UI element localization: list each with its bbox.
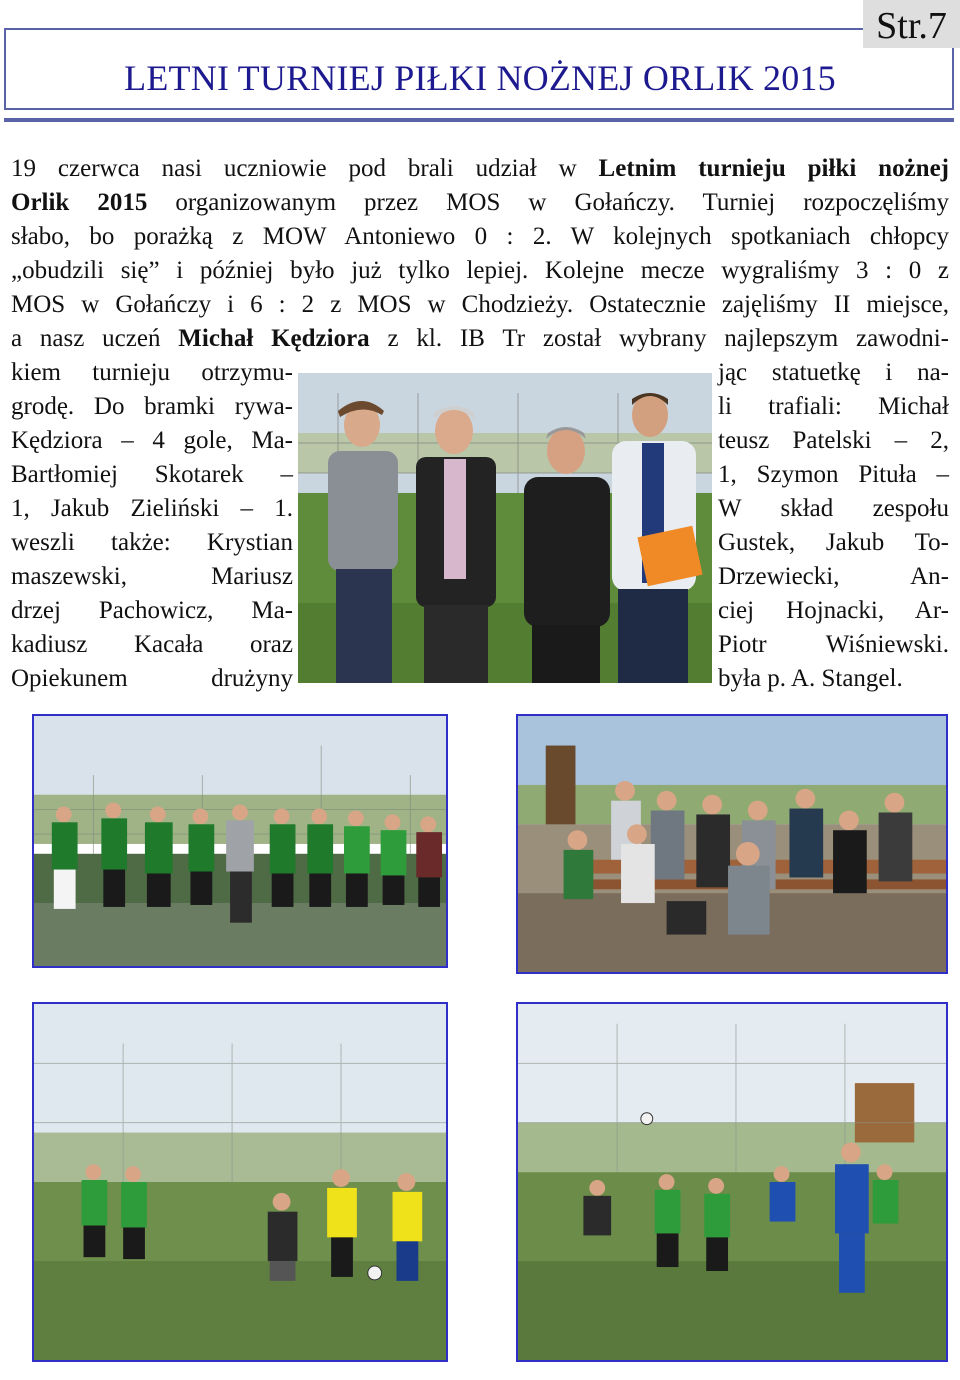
left-col-line: kadiusz Kacała oraz <box>11 631 293 658</box>
left-col-line: kiem turnieju otrzymu- <box>11 359 293 386</box>
title-rule <box>4 118 954 122</box>
page-number: Str.7 <box>863 0 960 48</box>
article-line-2: Orlik 2015 organizowanym przez MOS w Gołańczy. Turniej rozpoczęliśmy <box>11 189 949 216</box>
photo-award-ceremony <box>298 373 712 683</box>
right-col-line: Piotr Wiśniewski. <box>718 631 949 658</box>
right-col-line: Drzewiecki, An- <box>718 563 949 590</box>
left-col-line: maszewski, Mariusz <box>11 563 293 590</box>
left-col-line: drzej Pachowicz, Ma- <box>11 597 293 624</box>
article-line-3: słabo, bo porażką z MOW Antoniewo 0 : 2. W kolejnych spotkaniach chłopcy <box>11 223 949 250</box>
page-title: LETNI TURNIEJ PIŁKI NOŻNEJ ORLIK 2015 <box>124 58 836 98</box>
right-col-line: teusz Patelski – 2, <box>718 427 949 454</box>
photo-team-bench <box>516 714 948 974</box>
right-col-line: W skład zespołu <box>718 495 949 522</box>
left-col-line: 1, Jakub Zieliński – 1. <box>11 495 293 522</box>
photo-match-goal <box>32 1002 448 1362</box>
right-col-line: ciej Hojnacki, Ar- <box>718 597 949 624</box>
left-col-line: grodę. Do bramki rywa- <box>11 393 293 420</box>
left-col-line: Bartłomiej Skotarek – <box>11 461 293 488</box>
article-line-5: MOS w Gołańczy i 6 : 2 z MOS w Chodzieży. Ostatecznie zajęliśmy II miejsce, <box>11 291 949 318</box>
right-col-line: li trafiali: Michał <box>718 393 949 420</box>
article-line-6: a nasz uczeń Michał Kędziora z kl. IB Tr został wybrany najlepszym zawodni- <box>11 325 949 352</box>
article-line-1: 19 czerwca nasi uczniowie pod brali udział w Letnim turnieju piłki nożnej <box>11 155 949 182</box>
right-col-line: 1, Szymon Pituła – <box>718 461 949 488</box>
photo-team-lineup <box>32 714 448 968</box>
right-col-line: była p. A. Stangel. <box>718 665 903 692</box>
photo-match-action <box>516 1002 948 1362</box>
left-col-line: weszli także: Krystian <box>11 529 293 556</box>
article-line-4: „obudzili się” i później było już tylko lepiej. Kolejne mecze wygraliśmy 3 : 0 z <box>11 257 949 284</box>
right-col-line: Gustek, Jakub To- <box>718 529 949 556</box>
left-col-line: Opiekunem drużyny <box>11 665 293 692</box>
right-col-line: jąc statuetkę i na- <box>718 359 949 386</box>
left-col-line: Kędziora – 4 gole, Ma- <box>11 427 293 454</box>
